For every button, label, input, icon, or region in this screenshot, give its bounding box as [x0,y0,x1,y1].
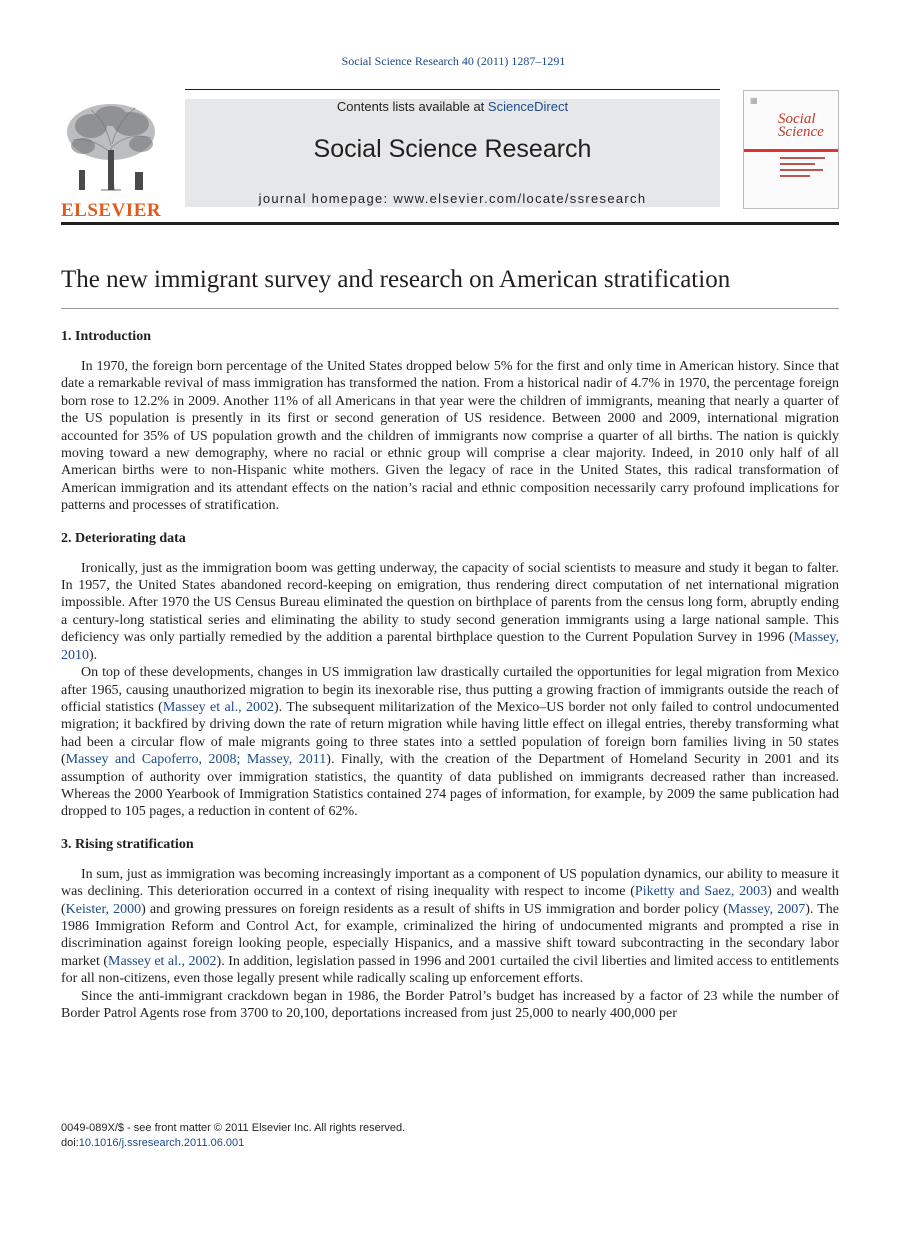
section-heading-deteriorating-data: 2. Deteriorating data [61,530,186,546]
text-run: ) and growing pressures on foreign residents as a result of shifts in US immigration and border policy ( [141,901,728,917]
cover-text-lines [780,157,830,181]
journal-title: Social Science Research [313,135,592,163]
header-top-rule [185,89,720,90]
paragraph: In 1970, the foreign born percentage of the United States dropped below 5% for the first and only time in American history. Since that date a remarkable revival of mass immigration has transformed the nation. From a historical nadir of 4.7% in 1970, the percentage foreign born rose to 12.2% in 2009. Another 11% of all Americans in that year were the children of immigrants, meaning that nearly a quarter of the US population is presently in its first or second generation of US residence. Between 2000 and 2009, international migration accounted for 35% of US population growth and the children of immigrants now comprise a quarter of all births. The nation is quickly moving toward a new demography, where no racial or ethnic group will comprise a clear majority. Indeed, in 2010 only half of all American births were to non-Hispanic white mothers. Given the legacy of race in the United States, this radical transformation of American immigration and its attendant effects on the nation’s racial and ethnic composition necessarily carry profound implications for patterns and processes of stratification. [61,359,839,514]
journal-cover-thumbnail[interactable] [743,90,839,209]
text-run: ). [89,647,98,663]
doi-link[interactable]: 10.1016/j.ssresearch.2011.06.001 [78,1137,245,1149]
section-heading-introduction: 1. Introduction [61,329,151,344]
cover-title-line1: Social [778,111,816,127]
journal-header [61,88,839,224]
doi-prefix: doi: [61,1137,79,1149]
elsevier-tree-icon [61,98,161,194]
article-body [61,324,839,1022]
copyright-line: 0049-089X/$ - see front matter © 2011 Elsevier Inc. All rights reserved. [61,1122,406,1134]
reference-link[interactable]: Keister, 2000 [65,901,142,917]
title-rule [61,308,839,309]
text-run: ) and wealth ( [61,884,839,917]
cover-red-bar [744,149,838,152]
header-bottom-rule [61,222,839,225]
homepage-link[interactable]: www.elsevier.com/locate/ssresearch [393,191,647,206]
cover-title [778,113,824,139]
journal-citation[interactable]: Social Science Research 40 (2011) 1287–1291 [341,54,566,68]
reference-link[interactable]: Massey, 2007 [727,901,806,917]
article-title: The new immigrant survey and research on American stratification [61,266,731,293]
cover-title-line2: Science [778,124,824,140]
elsevier-logo[interactable] [61,98,161,222]
text-run: In sum, just as immigration was becoming increasingly important as a component of US population dynamics, our ability to measure it was declining. This deterioration occurred in a context of rising inequality with respect to income ( [61,866,839,900]
paragraph: Since the anti-immigrant crackdown began in 1986, the Border Patrol’s budget has increased by a factor of 23 while the number of Border Patrol Agents rose from 3700 to 20,100, deportations increased from just 25,000 to nearly 400,000 per [61,988,839,1021]
sciencedirect-link[interactable]: ScienceDirect [487,99,569,114]
text-run: ). In addition, legislation passed in 1996 and 2001 curtailed the civil liberties and limited access to entitlements for all non-citizens, even those legally present while radically scaling up enforcement efforts. [61,953,840,987]
reference-link[interactable]: Massey and Capoferro, 2008; Massey, 2011 [65,752,327,768]
cover-badge-icon: ▦ [750,96,758,105]
contents-line [185,99,720,114]
section-heading-rising-stratification: 3. Rising stratification [61,836,194,852]
text-run: On top of these developments, changes in US immigration law drastically curtailed the opportunities for legal migration from Mexico after 1965, causing unauthorized migration to begin its inexorable rise, thus putting a growing fraction of immigrants outside the reach of official statistics ( [61,665,839,715]
reference-link[interactable]: Massey et al., 2002 [108,953,217,969]
contents-prefix: Contents lists available at [336,99,488,114]
homepage-prefix: journal homepage: [258,191,394,206]
paragraph [61,664,839,821]
text-run: ). Finally, with the creation of the Department of Homeland Security in 2001 and its assumption of authority over immigration statistics, the quantity of data published on immigrants decreased rather than increased. Whereas the 2000 Yearbook of Immigration Statistics contained 274 pages of information, for example, by 2009 the same publication had dropped to 105 pages, a reduction in content of 62%. [61,752,840,820]
journal-homepage [185,191,720,206]
reference-link[interactable]: Massey et al., 2002 [162,699,275,715]
paragraph [61,866,839,988]
page-footer [61,1121,561,1151]
paragraph [61,560,839,664]
reference-link[interactable]: Massey, 2010 [61,630,839,663]
journal-banner [185,99,720,207]
text-run: ). The 1986 Immigration Reform and Control Act, for example, criminalized the hiring of undocumented migrants and prompted a rise in discrimination against foreign looking people, especially Hispanics, and a massive shift toward subcontracting in the secondary labor market ( [61,901,839,969]
text-run: Ironically, just as the immigration boom was getting underway, the capacity of social scientists to measure and study it began to falter. In 1957, the United States abandoned record-keeping on emigration, thus rendering direct computation of net international migration impossible. After 1970 the US Census Bureau eliminated the question on birthplace of parents from the census long form, abruptly ending a century-long statistical series and eliminating the ability to study second generation immigrants using a large national sample. This deficiency was only partially remedied by the addition a parental birthplace question to the Current Population Survey in 1996 ( [61,560,839,646]
reference-link[interactable]: Piketty and Saez, 2003 [634,884,768,900]
doi-line [61,1136,561,1151]
publisher-wordmark: ELSEVIER [61,200,162,221]
text-run: ). The subsequent militarization of the Mexico–US border not only failed to control undocumented migration; it backfired by driving down the rate of return migration while having little effect on illegal entries, thereby transforming what had been a circular flow of male migrants going to three states into a settled population of foreign born families living in 50 states ( [61,699,840,768]
